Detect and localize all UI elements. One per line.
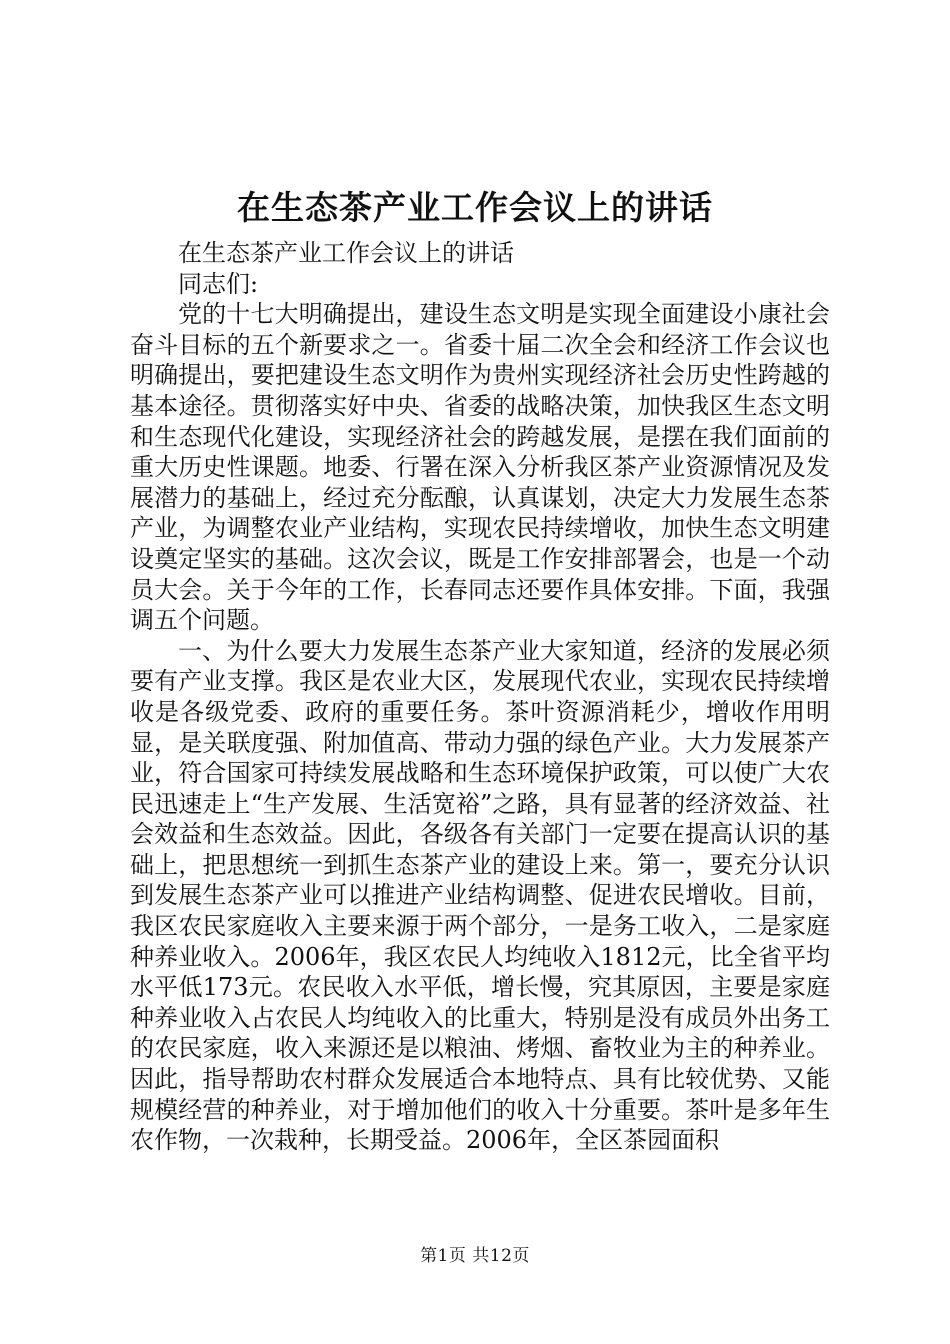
document-title: 在生态茶产业工作会议上的讲话 bbox=[237, 188, 713, 227]
body-paragraph: 一、为什么要大力发展生态茶产业大家知道，经济的发展必须要有产业支撑。我区是农业大区，发展现代农业，实现农民持续增收是各级党委、政府的重要任务。茶叶资源消耗少，增收作用明显，是关联度强、附加值高、带动力强的绿色产业。大力发展茶产业，符合国家可持续发展战略和生态环境保护政策，可以使广大农民迅速走上“生产发展、生活宽裕”之路，具有显著的经济效益、社会效益和生态效益。因此，各级各有关部门一定要在提高认识的基础上，把思想统一到抓生态茶产业的建设上来。第一，要充分认识到发展生态茶产业可以推进产业结构调整、促进农民增收。目前，我区农民家庭收入主要来源于两个部分，一是务工收入，二是家庭种养业收入。2006年，我区农民人均纯收入1812元，比全省平均水平低173元。农民收入水平低，增长慢，究其原因，主要是家庭种养业收入占农民人均纯收入的比重大，特别是没有成员外出务工的农民家庭，收入来源还是以粮油、烤烟、畜牧业为主的种养业。因此，指导帮助农村群众发展适合本地特点、具有比较优势、又能规模经营的种养业，对于增加他们的收入十分重要。茶叶是多年生农作物，一次栽种，长期受益。2006年，全区茶园面积 bbox=[130, 636, 830, 1155]
salutation-paragraph: 同志们: bbox=[178, 269, 259, 298]
page-footer: 第1页 共12页 bbox=[420, 1246, 530, 1266]
document-body bbox=[130, 238, 830, 1156]
body-paragraph: 党的十七大明确提出，建设生态文明是实现全面建设小康社会奋斗目标的五个新要求之一。省委十届二次全会和经济工作会议也明确提出，要把建设生态文明作为贵州实现经济社会历史性跨越的基本途径。贯彻落实好中央、省委的战略决策，加快我区生态文明和生态现代化建设，实现经济社会的跨越发展，是摆在我们面前的重大历史性课题。地委、行署在深入分析我区茶产业资源情况及发展潜力的基础上，经过充分酝酿，认真谋划，决定大力发展生态茶产业，为调整农业产业结构，实现农民持续增收，加快生态文明建设奠定坚实的基础。这次会议，既是工作安排部署会，也是一个动员大会。关于今年的工作，长春同志还要作具体安排。下面，我强调五个问题。 bbox=[130, 300, 830, 635]
subtitle-paragraph: 在生态茶产业工作会议上的讲话 bbox=[178, 239, 514, 267]
